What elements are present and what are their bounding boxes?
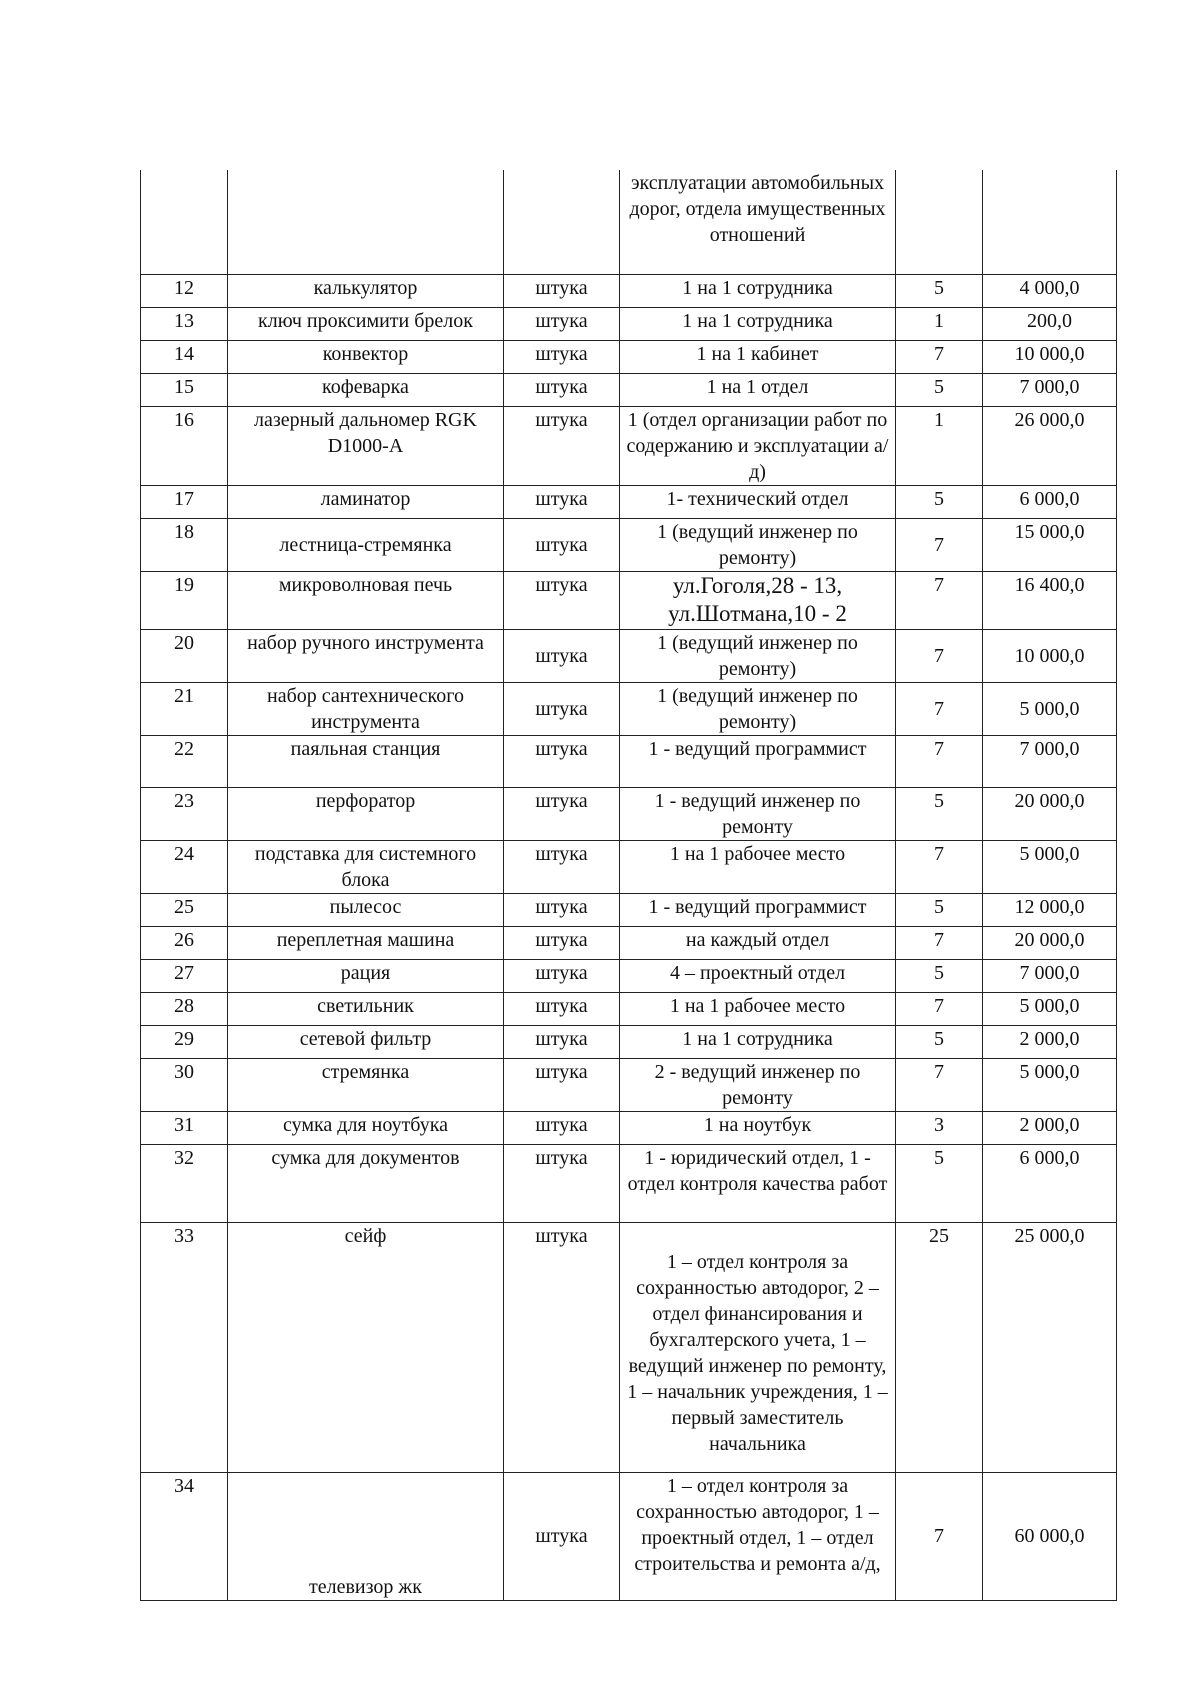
unit: штука: [504, 840, 620, 893]
row-number: 26: [141, 926, 228, 959]
unit: штука: [504, 406, 620, 485]
item-name: подставка для системного блока: [228, 840, 504, 893]
item-name: стремянка: [228, 1058, 504, 1111]
price: 2 000,0: [983, 1025, 1117, 1058]
service-years: 25: [896, 1222, 983, 1472]
row-number: 15: [141, 373, 228, 406]
equipment-norms-table: [140, 170, 1117, 1601]
table-row: [141, 682, 1117, 735]
price: 4 000,0: [983, 274, 1117, 307]
unit: штука: [504, 340, 620, 373]
norm-text: эксплуатации автомобильных дорог, отдела имущественных отношений: [620, 170, 896, 274]
unit: штука: [504, 1111, 620, 1144]
unit: штука: [504, 926, 620, 959]
price: [983, 170, 1117, 274]
price: 10 000,0: [983, 629, 1117, 682]
service-years: [896, 170, 983, 274]
table-row: [141, 373, 1117, 406]
row-number: 25: [141, 893, 228, 926]
price: 16 400,0: [983, 571, 1117, 629]
service-years: 7: [896, 840, 983, 893]
unit: штука: [504, 571, 620, 629]
table-row: [141, 959, 1117, 992]
item-name: лазерный дальномер RGK D1000-A: [228, 406, 504, 485]
service-years: 5: [896, 959, 983, 992]
service-years: 5: [896, 485, 983, 518]
unit: штука: [504, 373, 620, 406]
service-years: 5: [896, 787, 983, 840]
item-name: микроволновая печь: [228, 571, 504, 629]
unit: [504, 170, 620, 274]
table-row: [141, 274, 1117, 307]
row-number: 16: [141, 406, 228, 485]
item-name: лестница-стремянка: [228, 518, 504, 571]
item-name: конвектор: [228, 340, 504, 373]
table-row: [141, 406, 1117, 485]
service-years: 7: [896, 1472, 983, 1600]
service-years: 7: [896, 1058, 983, 1111]
unit: штука: [504, 1222, 620, 1472]
row-number: 22: [141, 735, 228, 787]
row-number: 29: [141, 1025, 228, 1058]
row-number: 14: [141, 340, 228, 373]
table-row: [141, 1111, 1117, 1144]
item-name: кофеварка: [228, 373, 504, 406]
service-years: 7: [896, 735, 983, 787]
price: 25 000,0: [983, 1222, 1117, 1472]
service-years: 5: [896, 373, 983, 406]
norm-text: 1 – отдел контроля за сохранностью автодорог, 2 – отдел финансирования и бухгалтерского учета, 1 – ведущий инженер по ремонту, 1 – начальник учреждения, 1 – первый заместитель начальника: [620, 1222, 896, 1472]
price: 200,0: [983, 307, 1117, 340]
item-name: [228, 170, 504, 274]
row-number: 13: [141, 307, 228, 340]
row-number: 23: [141, 787, 228, 840]
item-name: рация: [228, 959, 504, 992]
table-row: [141, 840, 1117, 893]
unit: штука: [504, 307, 620, 340]
item-name: сетевой фильтр: [228, 1025, 504, 1058]
norm-text: 2 - ведущий инженер по ремонту: [620, 1058, 896, 1111]
table-row: [141, 518, 1117, 571]
price: 6 000,0: [983, 485, 1117, 518]
price: 5 000,0: [983, 682, 1117, 735]
table-row: [141, 1058, 1117, 1111]
row-number: 32: [141, 1144, 228, 1222]
norm-text: 1 на 1 сотрудника: [620, 1025, 896, 1058]
price: 20 000,0: [983, 926, 1117, 959]
norm-text: 1 на ноутбук: [620, 1111, 896, 1144]
item-name: сумка для ноутбука: [228, 1111, 504, 1144]
table-row: [141, 926, 1117, 959]
item-name: сейф: [228, 1222, 504, 1472]
table-row: [141, 170, 1117, 274]
norm-text: 1 – отдел контроля за сохранностью автодорог, 1 – проектный отдел, 1 – отдел строительства и ремонта а/д,: [620, 1472, 896, 1600]
item-name: ламинатор: [228, 485, 504, 518]
norm-text: 1 на 1 сотрудника: [620, 274, 896, 307]
norm-text: 1 (отдел организации работ по содержанию и эксплуатации а/д): [620, 406, 896, 485]
service-years: 1: [896, 307, 983, 340]
item-name: паяльная станция: [228, 735, 504, 787]
service-years: 5: [896, 274, 983, 307]
price: 60 000,0: [983, 1472, 1117, 1600]
table-row: [141, 1472, 1117, 1600]
service-years: 5: [896, 1025, 983, 1058]
unit: штука: [504, 1058, 620, 1111]
norm-text: 1 на 1 рабочее место: [620, 992, 896, 1025]
norm-text: 1 - ведущий программист: [620, 893, 896, 926]
table-row: [141, 992, 1117, 1025]
table-row: [141, 571, 1117, 629]
unit: штука: [504, 1025, 620, 1058]
table-row: [141, 485, 1117, 518]
table-row: [141, 1144, 1117, 1222]
row-number: 30: [141, 1058, 228, 1111]
service-years: 3: [896, 1111, 983, 1144]
table-row: [141, 1025, 1117, 1058]
table-row: [141, 735, 1117, 787]
item-name: перфоратор: [228, 787, 504, 840]
norm-text: 1 (ведущий инженер по ремонту): [620, 682, 896, 735]
unit: штука: [504, 629, 620, 682]
unit: штука: [504, 1472, 620, 1600]
price: 10 000,0: [983, 340, 1117, 373]
item-name: набор сантехнического инструмента: [228, 682, 504, 735]
service-years: 7: [896, 629, 983, 682]
unit: штука: [504, 1144, 620, 1222]
service-years: 7: [896, 518, 983, 571]
norm-text: 4 – проектный отдел: [620, 959, 896, 992]
unit: штука: [504, 274, 620, 307]
price: 2 000,0: [983, 1111, 1117, 1144]
unit: штука: [504, 485, 620, 518]
price: 12 000,0: [983, 893, 1117, 926]
item-name: переплетная машина: [228, 926, 504, 959]
norm-text: ул.Гоголя,28 - 13, ул.Шотмана,10 - 2: [620, 571, 896, 629]
service-years: 7: [896, 340, 983, 373]
unit: штука: [504, 735, 620, 787]
row-number: 18: [141, 518, 228, 571]
norm-text: 1 (ведущий инженер по ремонту): [620, 629, 896, 682]
item-name: пылесос: [228, 893, 504, 926]
table-row: [141, 893, 1117, 926]
norm-text: на каждый отдел: [620, 926, 896, 959]
table-row: [141, 340, 1117, 373]
unit: штука: [504, 992, 620, 1025]
norm-text: 1 на 1 сотрудника: [620, 307, 896, 340]
row-number: 27: [141, 959, 228, 992]
row-number: 28: [141, 992, 228, 1025]
row-number: 17: [141, 485, 228, 518]
unit: штука: [504, 893, 620, 926]
service-years: 5: [896, 1144, 983, 1222]
unit: штука: [504, 959, 620, 992]
row-number: 31: [141, 1111, 228, 1144]
item-name: светильник: [228, 992, 504, 1025]
item-name: набор ручного инструмента: [228, 629, 504, 682]
norm-text: 1 на 1 отдел: [620, 373, 896, 406]
price: 7 000,0: [983, 373, 1117, 406]
price: 7 000,0: [983, 735, 1117, 787]
row-number: 20: [141, 629, 228, 682]
row-number: 12: [141, 274, 228, 307]
service-years: 7: [896, 682, 983, 735]
row-number: 21: [141, 682, 228, 735]
row-number: [141, 170, 228, 274]
norm-text: 1 на 1 рабочее место: [620, 840, 896, 893]
price: 5 000,0: [983, 1058, 1117, 1111]
item-name: телевизор жк: [228, 1472, 504, 1600]
norm-text: 1 (ведущий инженер по ремонту): [620, 518, 896, 571]
item-name: ключ проксимити брелок: [228, 307, 504, 340]
table-row: [141, 629, 1117, 682]
norm-text: 1- технический отдел: [620, 485, 896, 518]
price: 6 000,0: [983, 1144, 1117, 1222]
row-number: 24: [141, 840, 228, 893]
unit: штука: [504, 682, 620, 735]
norm-text: 1 - ведущий программист: [620, 735, 896, 787]
unit: штука: [504, 518, 620, 571]
price: 15 000,0: [983, 518, 1117, 571]
service-years: 7: [896, 992, 983, 1025]
row-number: 34: [141, 1472, 228, 1600]
unit: штука: [504, 787, 620, 840]
service-years: 1: [896, 406, 983, 485]
service-years: 7: [896, 926, 983, 959]
price: 26 000,0: [983, 406, 1117, 485]
table-row: [141, 1222, 1117, 1472]
row-number: 19: [141, 571, 228, 629]
table-row: [141, 787, 1117, 840]
item-name: калькулятор: [228, 274, 504, 307]
table-row: [141, 307, 1117, 340]
price: 20 000,0: [983, 787, 1117, 840]
price: 5 000,0: [983, 840, 1117, 893]
price: 7 000,0: [983, 959, 1117, 992]
norm-text: 1 - ведущий инженер по ремонту: [620, 787, 896, 840]
norm-text: 1 - юридический отдел, 1 - отдел контроля качества работ: [620, 1144, 896, 1222]
item-name: сумка для документов: [228, 1144, 504, 1222]
service-years: 5: [896, 893, 983, 926]
row-number: 33: [141, 1222, 228, 1472]
norm-text: 1 на 1 кабинет: [620, 340, 896, 373]
service-years: 7: [896, 571, 983, 629]
price: 5 000,0: [983, 992, 1117, 1025]
